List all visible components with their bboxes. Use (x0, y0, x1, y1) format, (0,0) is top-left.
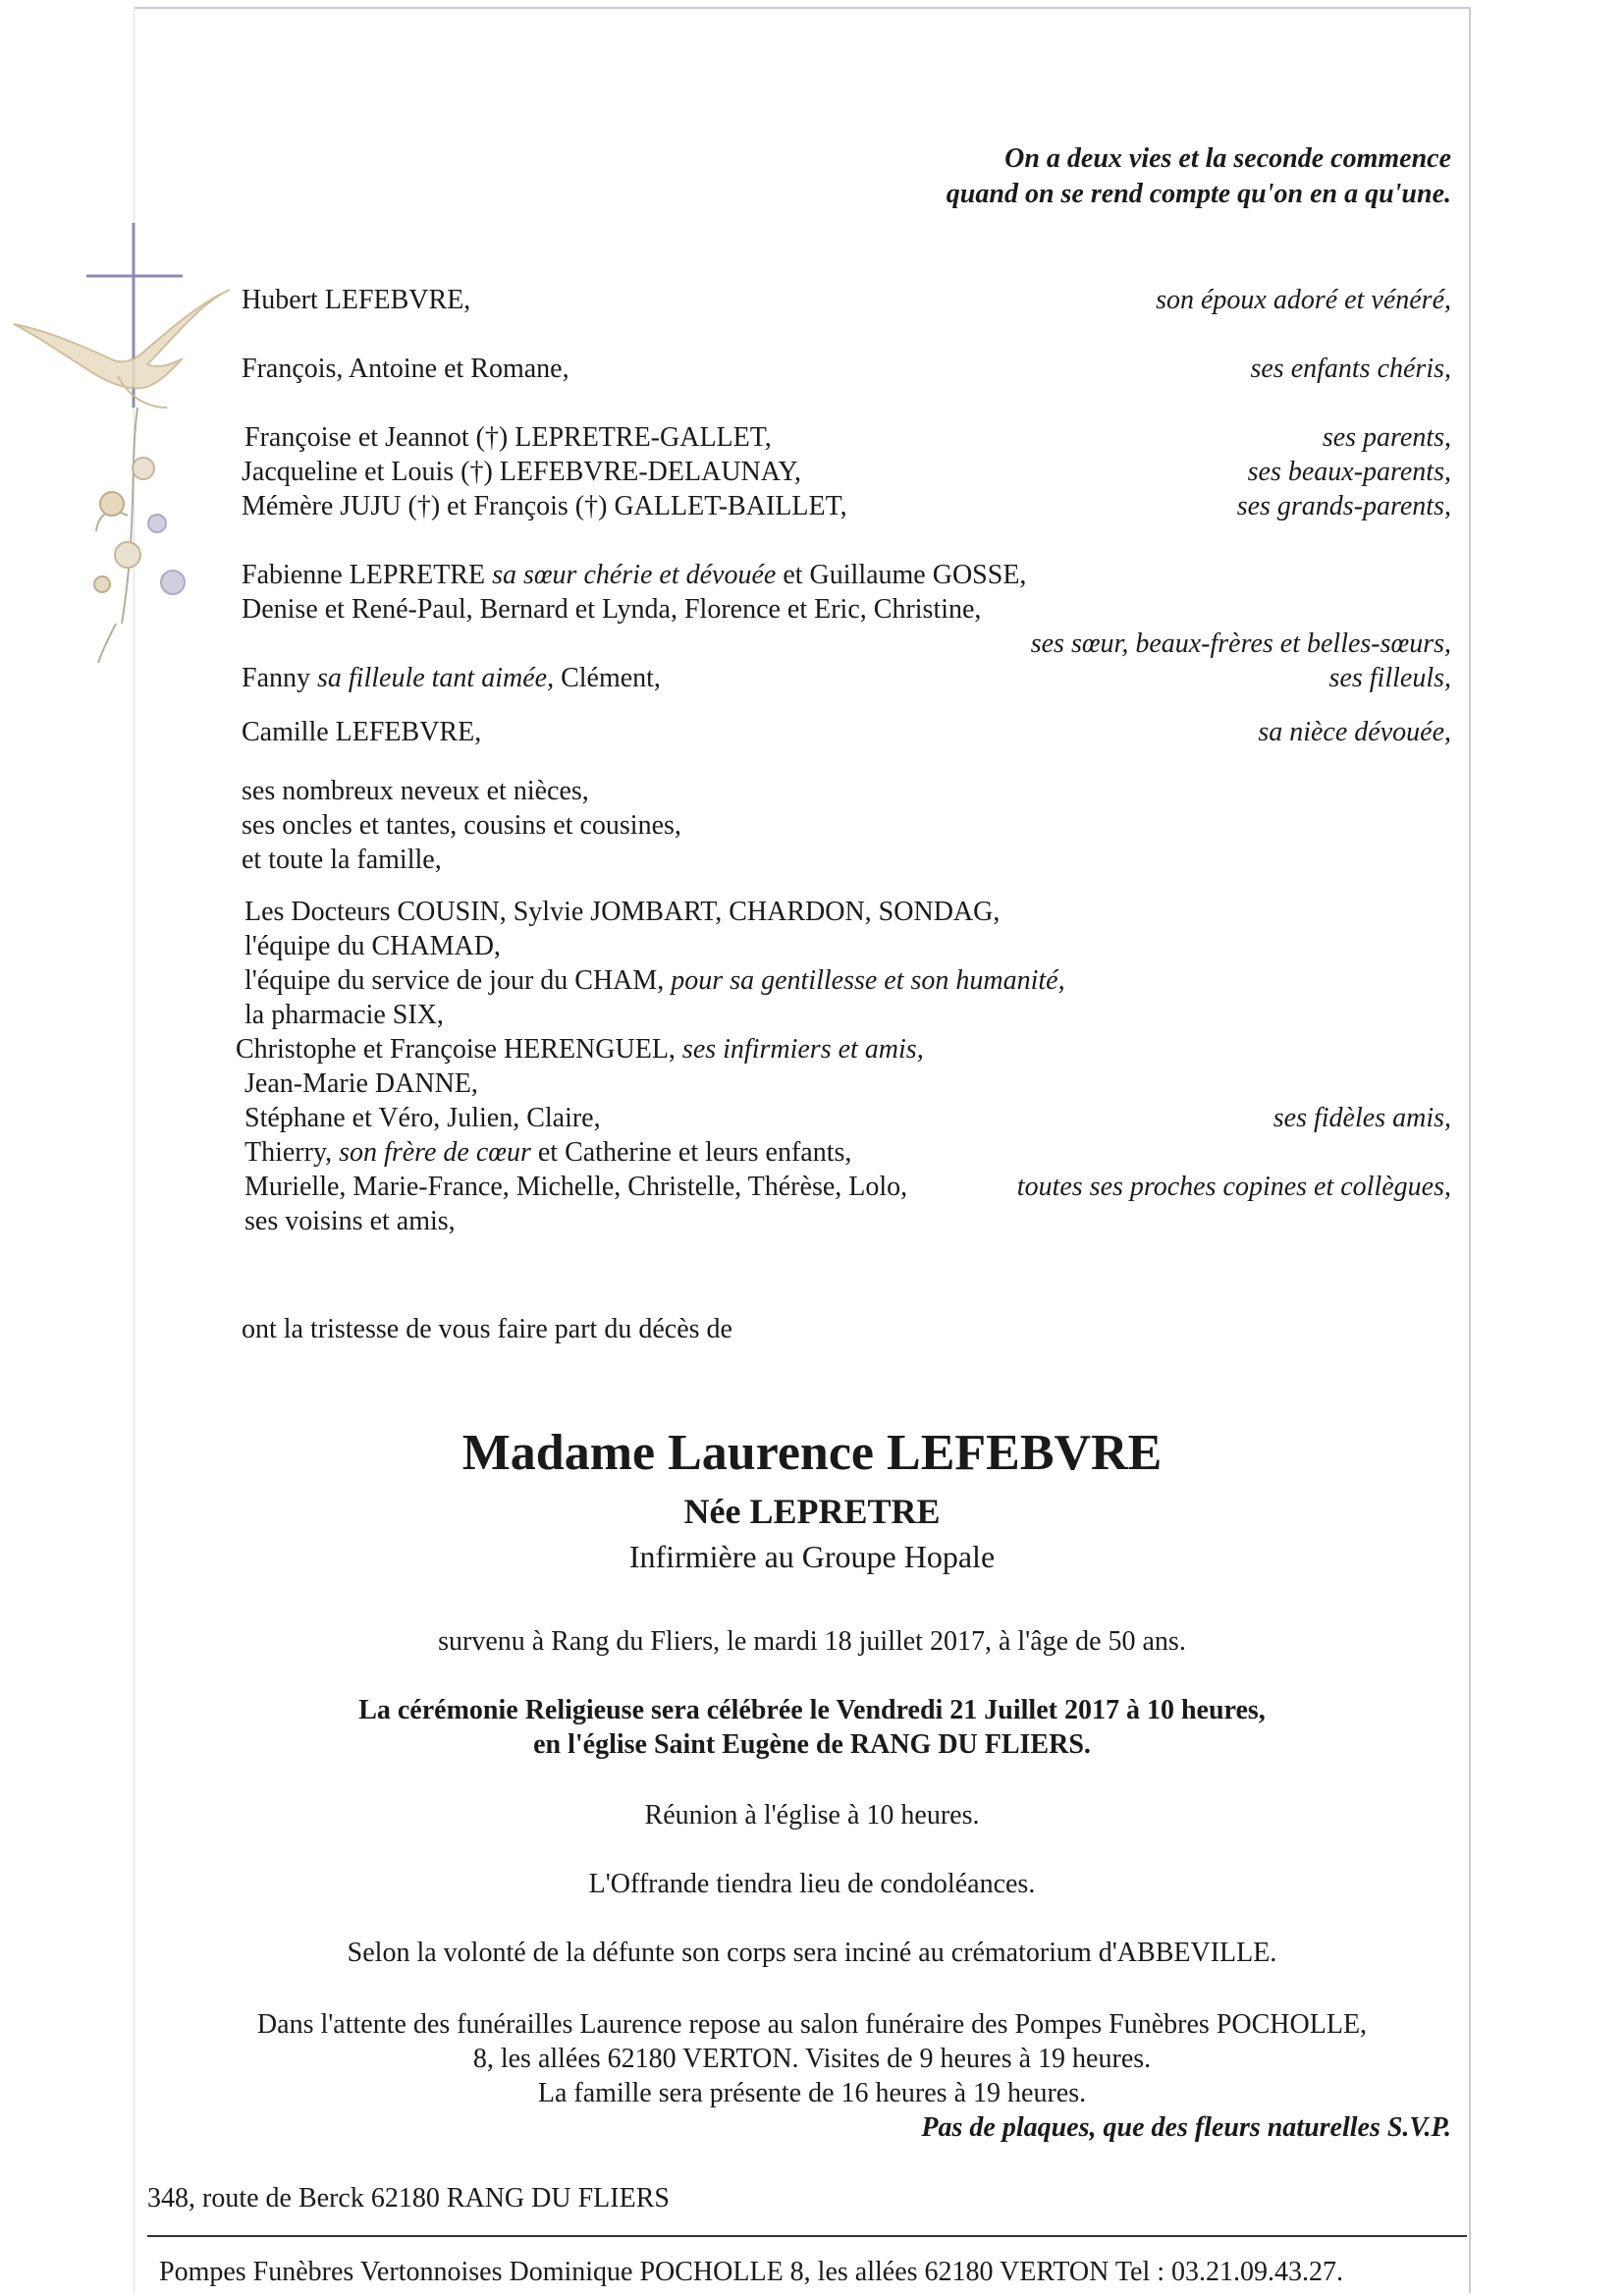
niece-relation: sa nièce dévouée, (1258, 717, 1451, 747)
funeral-salon-line-2: 8, les allées 62180 VERTON. Visites de 9 heures à 19 heures. (472, 2044, 1152, 2074)
niece-name: Camille LEFEBVRE, (242, 717, 482, 747)
cremation-line: Selon la volonté de la défunte son corps sera inciné au crématorium d'ABBEVILLE. (347, 1938, 1277, 1968)
funeral-home-info: Pompes Funèbres Vertonnoises Dominique POCHOLLE 8, les allées 62180 VERTON Tel : 03.21.09.43.27. (159, 2257, 1343, 2287)
friends-relation-7: ses fidèles amis, (1272, 1103, 1451, 1133)
family-name-2: François, Antoine et Romane, (242, 354, 569, 384)
family-relation-2: ses enfants chéris, (1250, 354, 1451, 384)
death-details: survenu à Rang du Fliers, le mardi 18 juillet 2017, à l'âge de 50 ans. (438, 1626, 1186, 1657)
friends-line-6: Jean-Marie DANNE, (244, 1068, 478, 1099)
relatives-line-1: ses nombreux neveux et nièces, (242, 776, 589, 806)
family-name-1: Hubert LEFEBVRE, (242, 285, 471, 315)
family-address: 348, route de Berck 62180 RANG DU FLIERS (147, 2183, 670, 2214)
epigraph-quote (947, 141, 1451, 212)
funeral-salon-line-3: La famille sera présente de 16 heures à 19 heures. (537, 2078, 1087, 2108)
family-relation-4: ses beaux-parents, (1247, 457, 1451, 487)
epigraph-line-2: quand on se rend compte qu'on en a qu'une. (946, 179, 1451, 209)
epigraph-line-1: On a deux vies et la seconde commence (1004, 143, 1451, 174)
friends-line-10: ses voisins et amis, (244, 1206, 456, 1236)
friends-line-2: l'équipe du CHAMAD, (244, 931, 501, 961)
family-name-3: Françoise et Jeannot (†) LEPRETRE-GALLET, (244, 422, 772, 453)
family-relation-5: ses grands-parents, (1236, 491, 1451, 521)
friends-line-1: Les Docteurs COUSIN, Sylvie JOMBART, CHARDON, SONDAG, (244, 897, 1001, 927)
footer-divider (147, 2235, 1467, 2237)
announcement-line: ont la tristesse de vous faire part du décès de (242, 1314, 732, 1344)
family-name-4: Jacqueline et Louis (†) LEFEBVRE-DELAUNAY, (242, 457, 802, 487)
siblings-line-1: Fabienne LEPRETRE sa sœur chérie et dévouée et Guillaume GOSSE, (242, 560, 1027, 590)
godchildren-relation: ses filleuls, (1328, 663, 1451, 693)
family-relation-1: son époux adoré et vénéré, (1156, 285, 1451, 315)
family-relation-3: ses parents, (1322, 422, 1451, 453)
flowers-note: Pas de plaques, que des fleurs naturelles S.V.P. (921, 2112, 1451, 2143)
cross-dove-decoration (0, 211, 245, 673)
godchildren-line: Fanny sa filleule tant aimée, Clément, (242, 663, 661, 693)
relatives-line-2: ses oncles et tantes, cousins et cousines, (242, 810, 681, 841)
friends-line-9: Murielle, Marie-France, Michelle, Christelle, Thérèse, Lolo, (244, 1172, 908, 1202)
relatives-line-3: et toute la famille, (242, 845, 442, 875)
siblings-relation: ses sœur, beaux-frères et belles-sœurs, (1030, 629, 1451, 659)
deceased-name: Madame Laurence LEFEBVRE (461, 1425, 1163, 1481)
friends-line-4: la pharmacie SIX, (244, 1000, 444, 1030)
family-name-5: Mémère JUJU (†) et François (†) GALLET-BAILLET, (242, 491, 847, 521)
friends-line-8: Thierry, son frère de cœur et Catherine et leurs enfants, (244, 1137, 852, 1168)
deceased-maiden-name: Née LEPRETRE (683, 1492, 941, 1531)
flowers-icon (94, 408, 185, 663)
page-border-top (134, 7, 1471, 9)
siblings-line-2: Denise et René-Paul, Bernard et Lynda, Florence et Eric, Christine, (242, 594, 982, 625)
deceased-profession: Infirmière au Groupe Hopale (628, 1539, 996, 1574)
ceremony-line-2: en l'église Saint Eugène de RANG DU FLIERS. (533, 1729, 1091, 1760)
friends-line-3: l'équipe du service de jour du CHAM, pour sa gentillesse et son humanité, (244, 965, 1065, 996)
friends-relation-9: toutes ses proches copines et collègues, (1016, 1172, 1451, 1202)
funeral-salon-line-1: Dans l'attente des funérailles Laurence repose au salon funéraire des Pompes Funèbres POCHOLLE, (256, 2009, 1368, 2040)
ceremony-line-1: La cérémonie Religieuse sera célébrée le Vendredi 21 Juillet 2017 à 10 heures, (358, 1695, 1266, 1725)
dove-icon (14, 290, 230, 408)
friends-line-5: Christophe et Françoise HERENGUEL, ses infirmiers et amis, (236, 1034, 924, 1065)
friends-line-7: Stéphane et Véro, Julien, Claire, (244, 1103, 601, 1133)
offering-line: L'Offrande tiendra lieu de condoléances. (588, 1869, 1036, 1899)
reunion-line: Réunion à l'église à 10 heures. (644, 1800, 980, 1831)
